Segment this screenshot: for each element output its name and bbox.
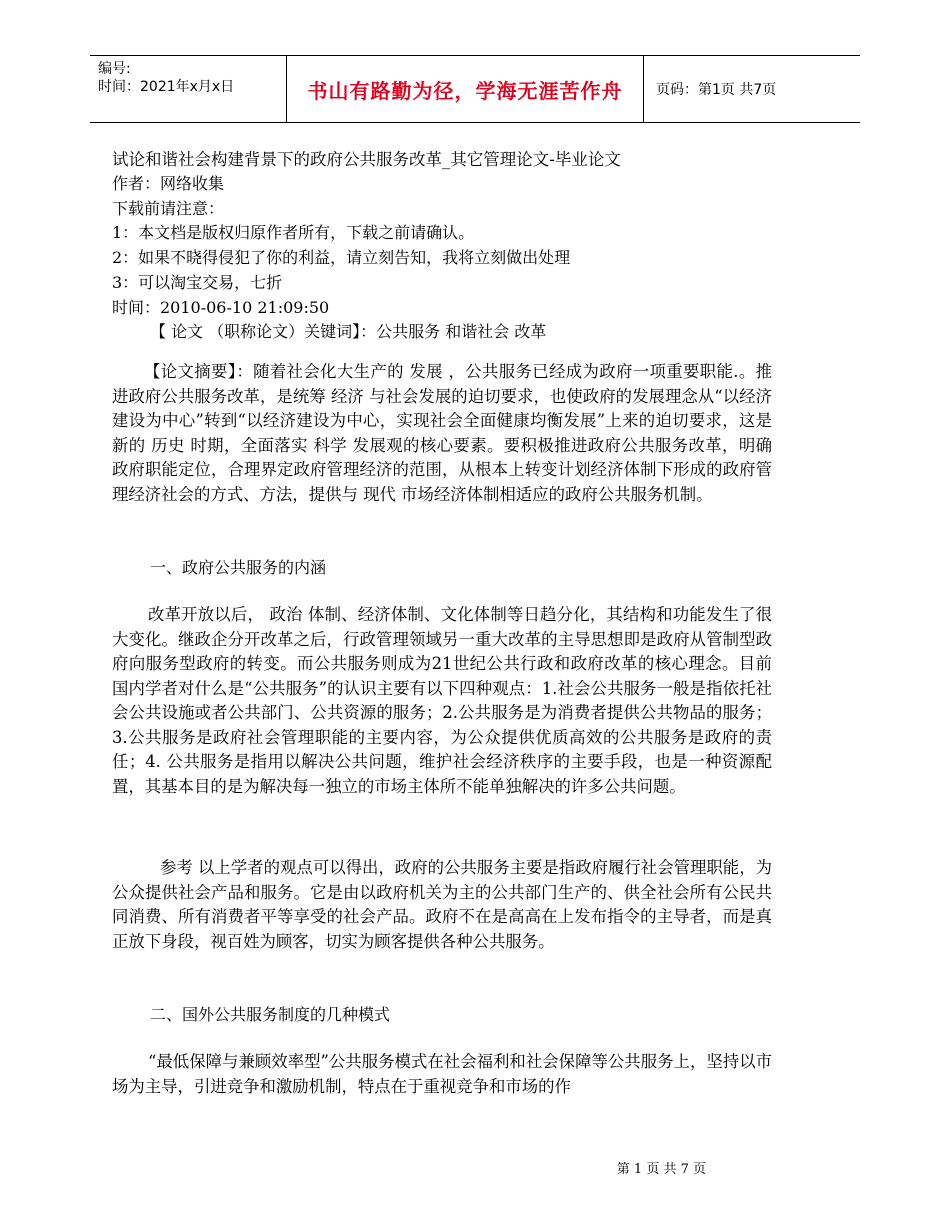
header-motto-cell bbox=[286, 56, 644, 122]
time-label: 时间：2021年x月x日 bbox=[98, 79, 235, 95]
notice-heading: 下载前请注意： bbox=[112, 199, 225, 218]
notice-item-2: 2：如果不晓得侵犯了你的利益，请立刻告知，我将立刻做出处理 bbox=[112, 248, 571, 267]
section-heading-2: 二、国外公共服务制度的几种模式 bbox=[150, 1005, 391, 1024]
doc-title: 试论和谐社会构建背景下的政府公共服务改革_其它管理论文-毕业论文 bbox=[112, 150, 621, 169]
body-paragraph-3: “最低保障与兼顾效率型”公共服务模式在社会福利和社会保障等公共服务上，坚持以市场为主导，引进竞争和激励机制，特点在于重视竞争和市场的作 bbox=[112, 1052, 772, 1096]
header-page-cell bbox=[642, 56, 860, 122]
serial-label: 编号: bbox=[98, 61, 131, 77]
notice-item-1: 1：本文档是版权归原作者所有，下载之前请确认。 bbox=[112, 223, 475, 242]
page-header bbox=[90, 55, 860, 123]
page-info: 页码：第1页 共7页 bbox=[656, 82, 777, 98]
page-footer: 第 1 页 共 7 页 bbox=[616, 1162, 706, 1177]
notice-item-3: 3：可以淘宝交易，七折 bbox=[112, 273, 283, 292]
body-paragraph-2: 参考 以上学者的观点可以得出，政府的公共服务主要是指政府履行社会管理职能，为公众提供社会产品和服务。它是由以政府机关为主的公共部门生产的、供全社会所有公民共同消费、所有消费者平等享受的社会产品。政府不在是高高在上发布指令的主导者，而是真正放下身段，视百姓为顾客，切实为顾客提供各种公共服务。 bbox=[112, 858, 772, 951]
motto-text: 书山有路勤为径，学海无涯苦作舟 bbox=[307, 78, 623, 103]
abstract-paragraph: 【论文摘要】：随着社会化大生产的 发展 ，公共服务已经成为政府一项重要职能.。推进政府公共服务改革，是统筹 经济 与社会发展的迫切要求，也使政府的发展理念从“以经济建设为中心”转到“以经济建设为中心，实现社会全面健康均衡发展”上来的迫切要求，这是新的 历史 时期，全面落实 科学 发展观的核心要素。要积极推进政府公共服务改革，明确政府职能定位，合理界定政府管理经济的范围，从根本上转变计划经济体制下形成的政府管理经济社会的方式、方法，提供与 现代 市场经济体制相适应的政府公共服务机制。 bbox=[112, 362, 772, 504]
body-paragraph-1: 改革开放以后， 政治 体制、经济体制、文化体制等日趋分化，其结构和功能发生了很大变化。继政企分开改革之后，行政管理领域另一重大改革的主导思想即是政府从管制型政府向服务型政府的转变。而公共服务则成为21世纪公共行政和政府改革的核心理念。目前国内学者对什么是“公共服务”的认识主要有以下四种观点：1.社会公共服务一般是指依托社会公共设施或者公共部门、公共资源的服务；2.公共服务是为消费者提供公共物品的服务；3.公共服务是政府社会管理职能的主要内容，为公众提供优质高效的公共服务是政府的责任；4. 公共服务是指用以解决公共问题，维护社会经济秩序的主要手段，也是一种资源配置，其基本目的是为解决每一独立的市场主体所不能单独解决的许多公共问题。 bbox=[112, 605, 772, 796]
keywords-line: 【 论文 （职称论文）关键词】：公共服务 和谐社会 改革 bbox=[150, 322, 547, 341]
author-line: 作者：网络收集 bbox=[112, 174, 225, 193]
section-heading-1: 一、政府公共服务的内涵 bbox=[150, 558, 327, 577]
timestamp-line: 时间：2010-06-10 21:09:50 bbox=[112, 298, 330, 317]
header-left-cell bbox=[90, 56, 286, 122]
